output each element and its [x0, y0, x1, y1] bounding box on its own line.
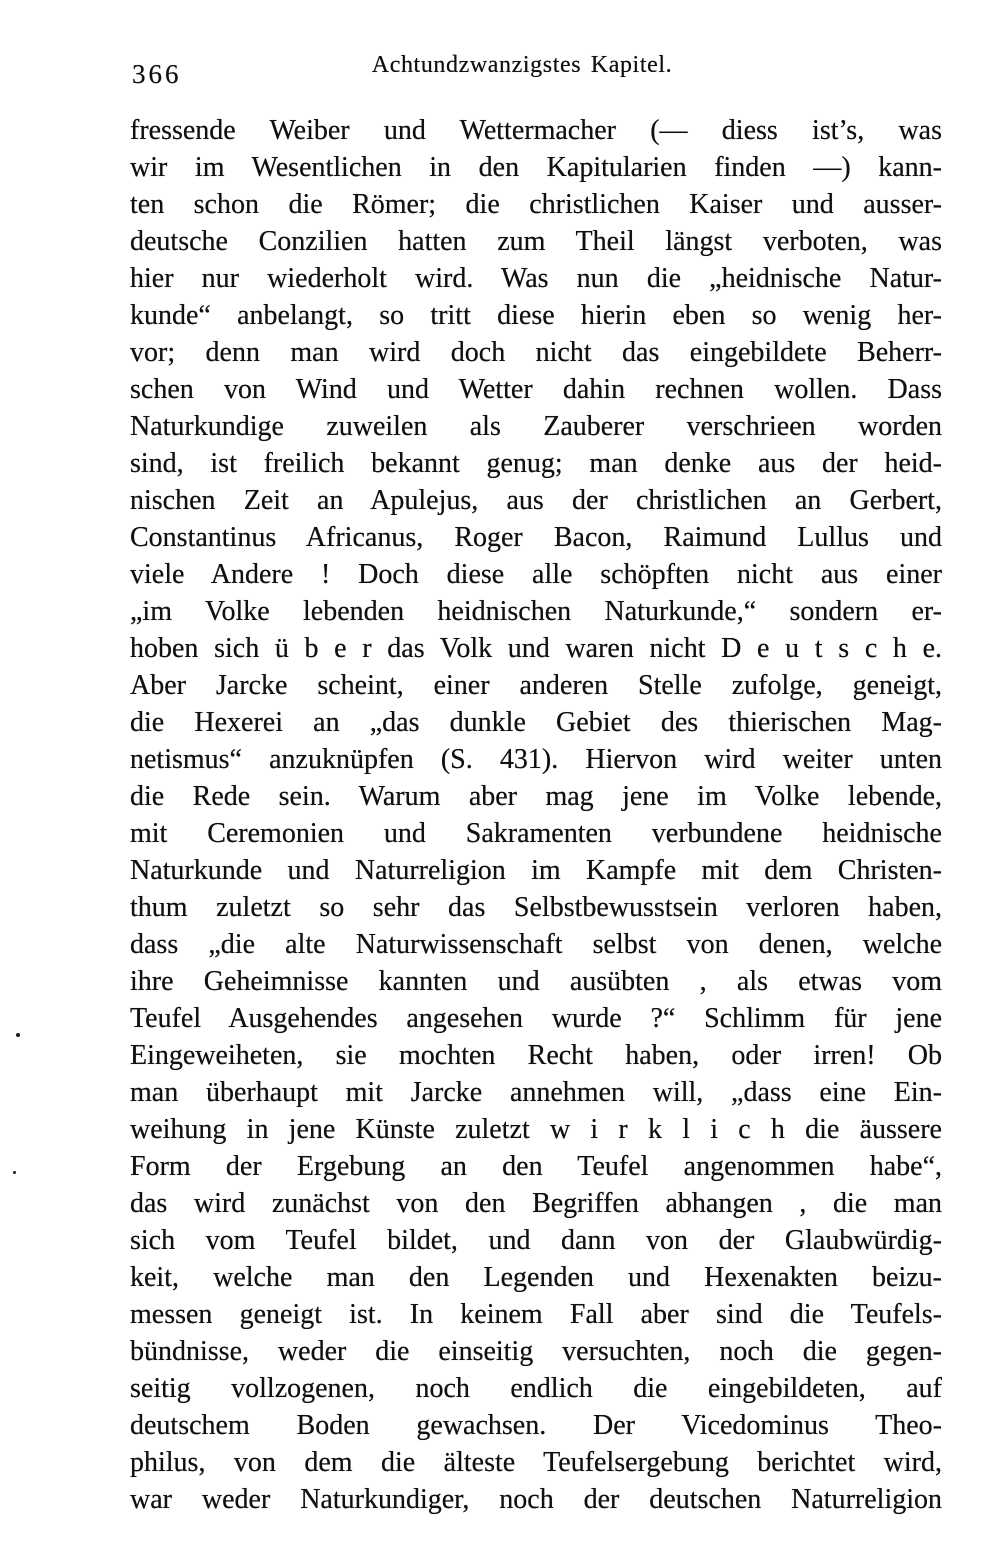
text-line: das wird zunächst von den Begriffen abhangen , die man: [130, 1188, 942, 1219]
text-line: Form der Ergebung an den Teufel angenommen habe“,: [130, 1151, 942, 1182]
text-line: Aber Jarcke scheint, einer anderen Stelle zufolge, geneigt,: [130, 670, 942, 701]
text-line: thum zuletzt so sehr das Selbstbewusstsein verloren haben,: [130, 892, 942, 923]
text-line: Eingeweiheten, sie mochten Recht haben, oder irren! Ob: [130, 1040, 942, 1071]
text-line: netismus“ anzuknüpfen (S. 431). Hiervon wird weiter unten: [130, 744, 942, 775]
text-line: kunde“ anbelangt, so tritt diese hierin eben so wenig her-: [130, 300, 942, 331]
text-line: die Rede sein. Warum aber mag jene im Volke lebende,: [130, 781, 942, 812]
text-line: bündnisse, weder die einseitig versuchten, noch die gegen-: [130, 1336, 942, 1367]
text-line: messen geneigt ist. In keinem Fall aber sind die Teufels-: [130, 1299, 942, 1330]
text-line: wir im Wesentlichen in den Kapitularien finden —) kann-: [130, 152, 942, 183]
running-header: [130, 52, 942, 88]
text-line: vor; denn man wird doch nicht das eingebildete Beherr-: [130, 337, 942, 368]
page-number: 366: [132, 59, 182, 89]
text-line: seitig vollzogenen, noch endlich die eingebildeten, auf: [130, 1373, 942, 1404]
text-line: „im Volke lebenden heidnischen Naturkunde,“ sondern er-: [130, 596, 942, 627]
text-line: deutschem Boden gewachsen. Der Vicedominus Theo-: [130, 1410, 942, 1441]
scan-speck: [13, 1171, 16, 1174]
text-line: hier nur wiederholt wird. Was nun die „heidnische Natur-: [130, 263, 942, 294]
text-line: mit Ceremonien und Sakramenten verbundene heidnische: [130, 818, 942, 849]
text-line: deutsche Conzilien hatten zum Theil längst verboten, was: [130, 226, 942, 257]
text-line: nischen Zeit an Apulejus, aus der christlichen an Gerbert,: [130, 485, 942, 516]
text-line: hoben sich ü b e r das Volk und waren nicht D e u t s c h e.: [130, 633, 942, 664]
text-line: Naturkunde und Naturreligion im Kampfe mit dem Christen-: [130, 855, 942, 886]
text-line: fressende Weiber und Wettermacher (— diess ist’s, was: [130, 115, 942, 146]
text-line: die Hexerei an „das dunkle Gebiet des thierischen Mag-: [130, 707, 942, 738]
body-text: [130, 112, 942, 1518]
scan-speck: [16, 1033, 20, 1037]
text-line: Constantinus Africanus, Roger Bacon, Raimund Lullus und: [130, 522, 942, 553]
text-line: man überhaupt mit Jarcke annehmen will, „dass eine Ein-: [130, 1077, 942, 1108]
text-line: schen von Wind und Wetter dahin rechnen wollen. Dass: [130, 374, 942, 405]
text-line: philus, von dem die älteste Teufelsergebung berichtet wird,: [130, 1447, 942, 1478]
text-line: war weder Naturkundiger, noch der deutschen Naturreligion: [130, 1484, 942, 1515]
text-line: Teufel Ausgehendes angesehen wurde ?“ Schlimm für jene: [130, 1003, 942, 1034]
text-line: keit, welche man den Legenden und Hexenakten beizu-: [130, 1262, 942, 1293]
text-line: dass „die alte Naturwissenschaft selbst von denen, welche: [130, 929, 942, 960]
text-line: Naturkundige zuweilen als Zauberer verschrieen worden: [130, 411, 942, 442]
text-line: weihung in jene Künste zuletzt w i r k l i c h die äussere: [130, 1114, 942, 1145]
text-line: sind, ist freilich bekannt genug; man denke aus der heid-: [130, 448, 942, 479]
text-line: ten schon die Römer; die christlichen Kaiser und ausser-: [130, 189, 942, 220]
text-line: viele Andere ! Doch diese alle schöpften nicht aus einer: [130, 559, 942, 590]
text-line: sich vom Teufel bildet, und dann von der Glaubwürdig-: [130, 1225, 942, 1256]
text-line: ihre Geheimnisse kannten und ausübten , als etwas vom: [130, 966, 942, 997]
chapter-title: Achtundzwanzigstes Kapitel.: [371, 52, 673, 78]
